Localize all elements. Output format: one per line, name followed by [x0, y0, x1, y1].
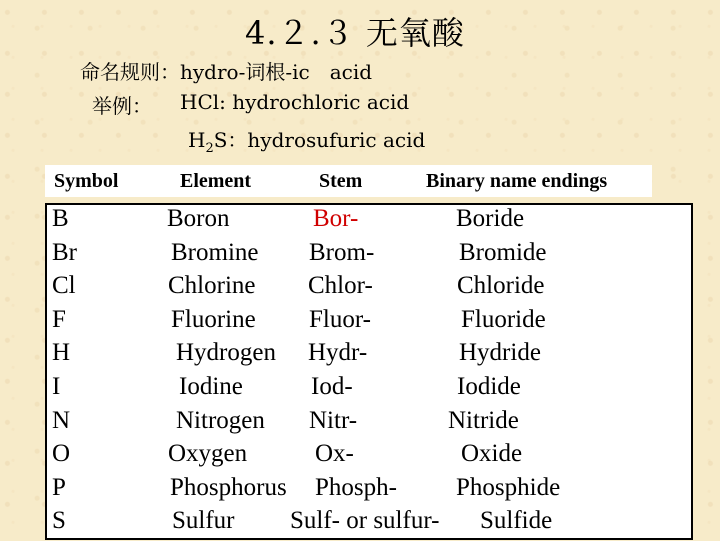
cell-stem: Chlor-: [308, 272, 373, 300]
cell-ending: Iodide: [457, 373, 521, 400]
table-row: [47, 507, 691, 541]
cell-ending: Fluoride: [461, 305, 546, 333]
cell-symbol: P: [52, 473, 66, 501]
example-h2s-pre: H: [188, 128, 206, 152]
cell-stem: Bor-: [313, 205, 359, 232]
cell-element: Nitrogen: [176, 406, 265, 434]
cell-ending: Oxide: [461, 440, 523, 468]
header-stem: Stem: [319, 170, 363, 192]
example-hcl: HCl: hydrochloric acid: [180, 90, 410, 114]
table-row: [47, 474, 691, 508]
element-table: [45, 203, 693, 540]
header-element: Element: [180, 170, 252, 192]
cell-element: Bromine: [171, 238, 259, 266]
cell-symbol: O: [52, 440, 71, 468]
cell-element: Iodine: [179, 373, 243, 400]
cell-ending: Sulfide: [480, 507, 553, 535]
cell-stem: Hydr-: [308, 339, 368, 367]
table-row: [47, 306, 691, 340]
cell-ending: Phosphide: [456, 473, 561, 501]
cell-stem: Nitr-: [309, 406, 358, 434]
header-symbol: Symbol: [54, 170, 119, 192]
table-row: [47, 339, 691, 373]
cell-symbol: F: [52, 305, 66, 333]
cell-element: Oxygen: [168, 440, 248, 468]
naming-rule: 命名规则：hydro-词根-ic acid: [80, 60, 373, 84]
cell-symbol: H: [52, 339, 71, 367]
example-h2s-sub: 2: [205, 141, 214, 156]
example-h2s: [188, 124, 425, 156]
cell-ending: Chloride: [457, 272, 545, 300]
cell-symbol: N: [52, 406, 71, 434]
cell-element: Fluorine: [171, 305, 256, 333]
cell-symbol: I: [52, 373, 61, 400]
cell-ending: Boride: [456, 205, 525, 232]
cell-stem: Iod-: [311, 373, 353, 400]
cell-stem: Ox-: [315, 440, 354, 468]
cell-stem: Sulf- or sulfur-: [290, 507, 440, 535]
table-row: [47, 373, 691, 407]
cell-stem: Brom-: [309, 238, 375, 266]
table-header: [45, 165, 652, 197]
header-binary-name-endings: Binary name endings: [426, 170, 608, 192]
example-label: 举例：: [92, 94, 152, 118]
cell-stem: Fluor-: [309, 305, 371, 333]
table-row: [47, 239, 691, 273]
example-h2s-post: S：hydrosufuric acid: [213, 128, 426, 152]
table-row: [47, 205, 691, 239]
table-row: [47, 407, 691, 441]
page-title: 4.２.３ 无氧酸: [245, 14, 465, 52]
cell-element: Sulfur: [172, 507, 235, 535]
cell-symbol: B: [52, 205, 69, 232]
table-row: [47, 272, 691, 306]
cell-ending: Bromide: [459, 238, 547, 266]
cell-ending: Hydride: [459, 339, 541, 367]
cell-element: Chlorine: [168, 272, 256, 300]
cell-symbol: Cl: [52, 272, 76, 300]
cell-element: Hydrogen: [176, 339, 276, 367]
cell-stem: Phosph-: [315, 473, 397, 501]
cell-element: Boron: [167, 205, 230, 232]
cell-symbol: Br: [52, 238, 77, 266]
cell-ending: Nitride: [448, 406, 519, 434]
cell-element: Phosphorus: [170, 473, 287, 501]
table-row: [47, 440, 691, 474]
cell-symbol: S: [52, 507, 66, 535]
